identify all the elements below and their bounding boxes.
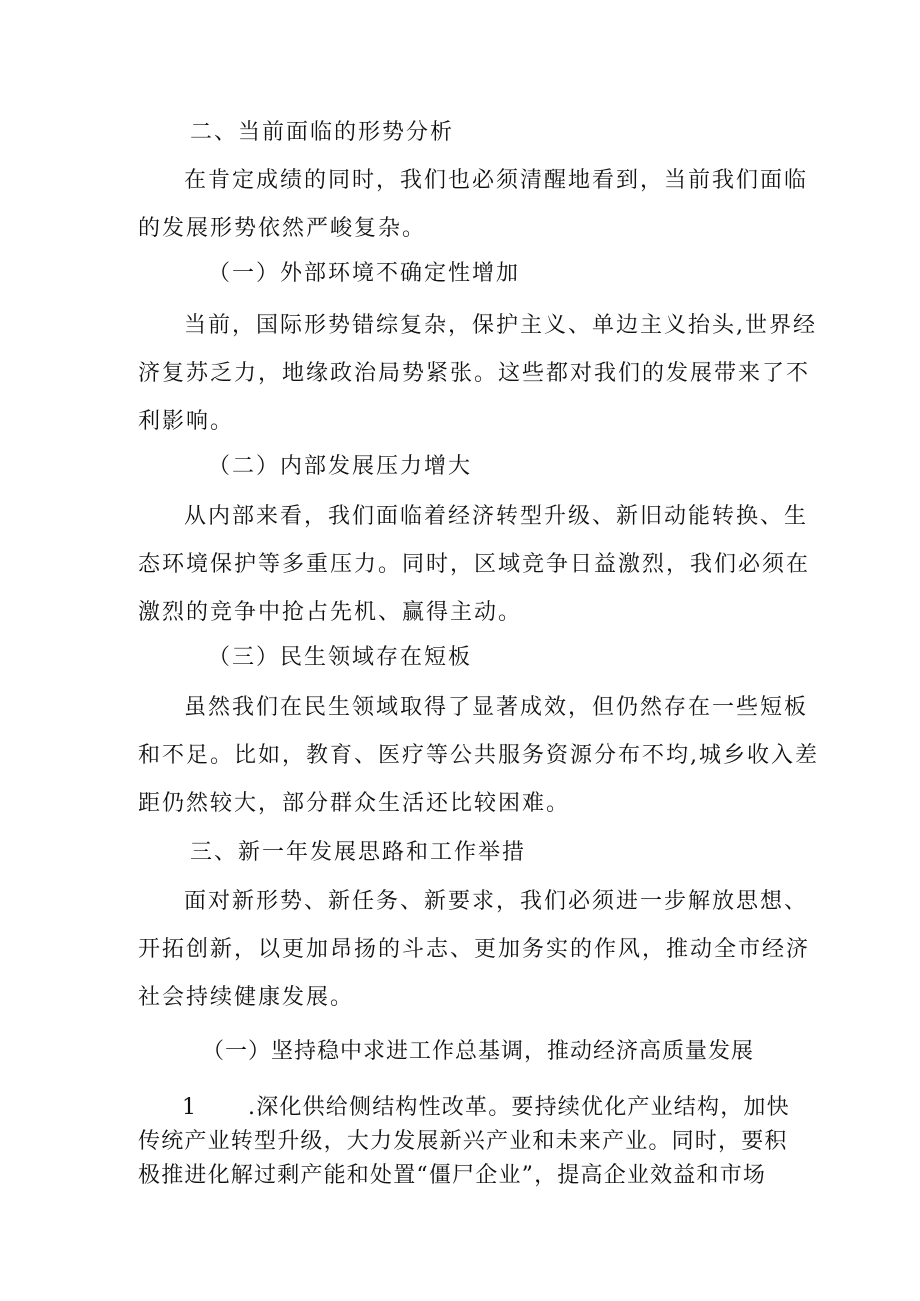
section-heading-2: [138, 109, 850, 157]
list-item-text: .深化供给侧结构性改革。要持续优化产业结构，加快: [248, 1095, 790, 1120]
subsection-heading-1: [138, 250, 868, 298]
list-item-1: [138, 1091, 798, 1193]
paragraph-5: [138, 878, 811, 1022]
subheading-text: （二）内部发展压力增大: [208, 454, 473, 479]
paragraph-line: 态环境保护等多重压力。同时，区域竞争日益激烈，我们必须在: [138, 552, 811, 577]
paragraph-4: [138, 684, 819, 828]
paragraph-line: 面对新形势、新任务、新要求，我们必须进一步解放思想、: [184, 889, 809, 914]
heading-text: 三、新一年发展思路和工作举措: [190, 840, 527, 865]
heading-text: 二、当前面临的形势分析: [190, 120, 455, 145]
paragraph-line: 开拓创新，以更加昂扬的斗志、更加务实的作风，推动全市经济: [138, 937, 811, 962]
paragraph-line: 和不足。比如，教育、医疗等公共服务资源分布不均,城乡收入差: [138, 743, 819, 768]
paragraph-line: 激烈的竞争中抢占先机、赢得主动。: [138, 600, 523, 625]
paragraph-3: [138, 493, 811, 637]
list-number: 1: [182, 1095, 198, 1120]
subheading-text: （三）民生领域存在短板: [208, 645, 473, 670]
paragraph-line: 社会持续健康发展。: [138, 985, 355, 1010]
subheading-text: （一）坚持稳中求进工作总基调，推动经济高质量发展: [202, 1039, 755, 1064]
paragraph-line: 从内部来看，我们面临着经济转型升级、新旧动能转换、生: [184, 504, 809, 529]
paragraph-line: 济复苏乏力，地缘政治局势紧张。这些都对我们的发展带来了不: [138, 361, 811, 386]
paragraph-1: [138, 157, 809, 253]
subsection-heading-2: [138, 443, 868, 491]
subsection-heading-3: [138, 634, 868, 682]
paragraph-line: 距仍然较大，部分群众生活还比较困难。: [138, 791, 571, 816]
paragraph-line: 虽然我们在民生领域取得了显著成效，但仍然存在一些短板: [184, 695, 809, 720]
section-heading-3: [138, 829, 850, 877]
paragraph-line: 极推进化解过剩产能和处置“僵尸企业”，提高企业效益和市场: [138, 1163, 767, 1188]
subsection-heading-4: [138, 1028, 862, 1076]
paragraph-line: 传统产业转型升级，大力发展新兴产业和未来产业。同时，要积: [138, 1129, 788, 1154]
paragraph-line: [138, 1091, 798, 1125]
paragraph-line: 在肯定成绩的同时，我们也必须清醒地看到，当前我们面临: [184, 168, 809, 193]
subheading-text: （一）外部环境不确定性增加: [208, 261, 521, 286]
paragraph-2: [138, 302, 817, 446]
paragraph-line: 当前，国际形势错综复杂，保护主义、单边主义抬头,世界经: [184, 313, 817, 338]
paragraph-line: 的发展形势依然严峻复杂。: [138, 216, 427, 241]
paragraph-line: 利影响。: [138, 409, 235, 434]
